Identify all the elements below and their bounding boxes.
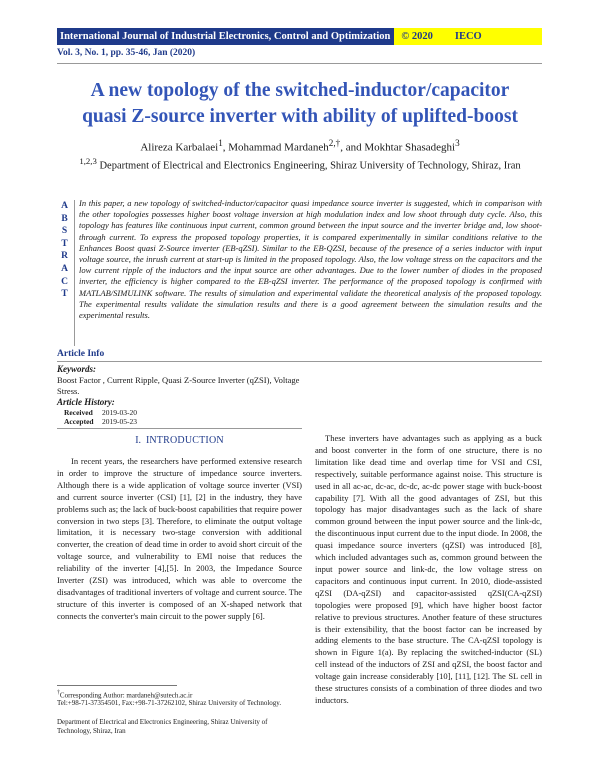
author-3-sup: 3: [455, 138, 460, 148]
abstract-divider: [74, 200, 75, 346]
article-info-heading: Article Info: [57, 349, 105, 359]
title-line-1: A new topology of the switched-inductor/capacitor: [90, 80, 510, 101]
copyright: © 2020: [401, 31, 433, 42]
accepted-row: [64, 417, 137, 426]
footnote-phone: Tel:+98-71-37354501, Fax:+98-71-37262102, Shiraz University of Technology.: [57, 699, 282, 707]
abstract-letter: C: [61, 276, 68, 287]
top-divider: [57, 63, 542, 64]
intro-right-column: These inverters have advantages such as applying as a buck and boost converter in the form of one structure, there is no limitation like dead time and overlap time for VSI and CSI, respectively, suitable performance against noise. This structure is used in all ac-ac, dc-ac, dc-dc, ac-dc power stage with buck-boost capability [7]. With all the good advantages of ZSI, but this topology has major disadvantages such as the lack of share common ground between the input power source and the link-dc, the discontinuous input current due to the input diode. In 2008, the quasi impedance source inverters (qZSI) was introduced [8], which included advantages such as, common ground between the input power source and link-dc, the low voltage stress on capacitors and continuous input current. In 2010, diode-assisted qZSI (DA-qZSI) and capacitor-assisted qZSI(CA-qZSI) topologies were proposed [9], which have higher boost factor relative to previous structures. Another feature of these structures is their extensibility, that the boost factor can be increased by adding elements to the base structure. The CA-qZSI topology is shown in Figure 1(a). By replacing the switched-inductor (SL) cell instead of the inductors of ZSI and qZSI, the boost factor and voltage gain increase considerably [10], [11], [12]. The SL cell in these structures consists of a combination of three diodes and two inductors.: [315, 433, 542, 705]
author-list: [40, 138, 560, 154]
author-3: Mokhtar Shasadeghi: [364, 141, 456, 154]
received-label: Received: [64, 408, 93, 417]
paper-title: [40, 78, 560, 130]
affiliation: [40, 156, 560, 172]
volume-line: Vol. 3, No. 1, pp. 35-46, Jan (2020): [57, 48, 196, 58]
article-info-divider: [57, 361, 542, 362]
history-divider: [57, 428, 302, 429]
affiliation-text: Department of Electrical and Electronics Engineering, Shiraz University of Technology, Shiraz, Iran: [96, 160, 521, 172]
abstract-letter: S: [61, 226, 68, 237]
received-row: [64, 408, 137, 417]
footnote-divider: [57, 685, 177, 686]
abstract-side-label: [57, 200, 72, 301]
section-heading-introduction: [57, 435, 302, 446]
author-1: Alireza Karbalaei: [140, 141, 219, 154]
history-label: Article History:: [57, 397, 115, 407]
accepted-label: Accepted: [64, 417, 94, 426]
section-number: I.: [135, 435, 142, 446]
affiliation-sup: 1,2,3: [79, 156, 97, 166]
footnote-sup: †: [57, 690, 60, 696]
author-2: Mohammad Mardaneh: [228, 141, 329, 154]
abstract-text: In this paper, a new topology of switched-inductor/capacitor quasi impedance source inverter is suggested, which in comparison with the other topologies possesses higher boost voltage inversion at high modulation index and low shoot through duty cycle. Also, this topology has features like continuous input current, common ground between the input source and the inverter bridge and, low shoot-through current. To express the proposed topology properties, it is compared experimentally in similar conditions relative to the Enhances Boost quasi Z-Source inverter (EB-qZSI). Similar to the EB-QZSI, because of the presence of a series inductor with input voltage source, the inrush current at start-up is limited in the proposed topology. Also, the low voltage stress on the capacitors and the low current ripple of the inductors and the input source are other advantages. Due to the lower number of diodes in the proposed inverter, the efficiency is higher compared to the EB-qZSI inverter. The performance of the proposed topology is confirmed with MATLAB/SIMULINK software. The results of simulation and experimental validate the theoretical analysis of the proposed topology. The experimental results validate the simulation results and there is a good agreement between the simulation results and the experimental results.: [79, 198, 542, 321]
author-separator: , and: [340, 141, 365, 154]
journal-header-bar: [57, 28, 542, 45]
received-date: 2019-03-20: [102, 408, 137, 417]
title-line-2: quasi Z-source inverter with ability of uplifted-boost: [82, 106, 518, 127]
author-2-sup: 2,†: [328, 138, 341, 148]
accepted-date: 2019-05-23: [102, 417, 137, 426]
journal-name: International Journal of Industrial Electronics, Control and Optimization: [57, 28, 394, 45]
footnote-department: Department of Electrical and Electronics Engineering, Shiraz University of Technology, Shiraz, Iran: [57, 718, 268, 735]
author-1-sup: 1: [218, 138, 223, 148]
abstract-letter: A: [61, 201, 68, 211]
section-title-initial: I: [146, 435, 150, 446]
author-separator: ,: [222, 141, 229, 154]
journal-abbreviation: IECO: [454, 31, 482, 42]
abstract-letter: T: [61, 238, 68, 249]
abstract-letter: T: [61, 289, 68, 300]
intro-left-column: In recent years, the researchers have performed extensive research in order to improve the structure of impedance source inverters. Although there is a wide application of voltage source inverter (VSI) and current source inverter (CSI) [1], [2] in the industry, they have problems such as; the lack of buck-boost capabilities that require power conversion in two steps [3]. Therefore, to eliminate the output voltage limitation, it is necessary two-stage conversion with additional converter, the creation of dead time in order to avoid short circuit of the voltage source, and vulnerability to EMI noise that reduces the reliability of the inverter [4],[5]. In 2003, the Impedance Source Inverter (ZSI) was introduced, which was able to overcome the disadvantages of traditional inverters of voltage and current source. The structure of this inverter is composed of an X-shaped network that connects the converter's main circuit to the power supply [6].: [57, 456, 302, 621]
abstract-letter: A: [61, 263, 68, 274]
abstract-letter: R: [61, 251, 68, 262]
keywords-text: Boost Factor , Current Ripple, Quasi Z-Source Inverter (qZSI), Voltage Stress.: [57, 375, 300, 396]
footnote-corresponding-text: Corresponding Author: mardaneh@sutech.ac.ir: [59, 691, 193, 700]
section-title-rest: NTRODUCTION: [149, 435, 224, 446]
abstract-letter: B: [61, 213, 68, 224]
keywords-label: Keywords:: [57, 364, 96, 374]
